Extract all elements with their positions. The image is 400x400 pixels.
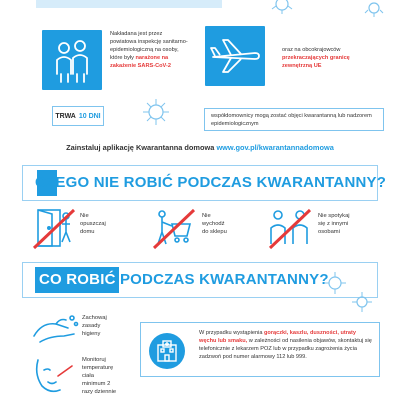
do-title [39,271,329,288]
shopping-cart-crossed-icon [150,206,196,250]
dont-label-shop: Nie wychodź do sklepu [202,213,227,235]
travel-red-text: przekraczających granicę zewnętrzną UE [282,55,350,69]
airplane-icon [205,26,265,86]
infected-red-text: narażone na zakażenie SARS-CoV-2 [110,55,171,69]
cohabitants-text: współdomownicy mogą zostać objęci kwarantanną lub nadzorem epidemiologicznym [211,113,372,127]
symptoms-text [199,329,373,361]
dont-banner [22,165,387,201]
top-strip [36,0,222,8]
duration-label: TRWA [55,112,76,120]
thermometer-face-icon [30,356,80,396]
thermometer-tile [30,356,80,396]
app-install-line [0,143,400,152]
dont-label-home: Nie opuszczaj domu [80,213,106,235]
symptoms-pre: W przypadku wystąpienia [199,330,264,336]
symptoms-red: gorączki, kaszlu, duszności, utraty węchu lub smaku, [199,330,356,344]
door-crossed-icon [30,206,76,250]
people-icon [42,30,102,90]
dont-title: CZEGO NIE ROBIĆ PODCZAS KWARANTANNY? [35,174,387,191]
duration-value: 10 DNI [78,112,101,120]
handwash-icon [30,310,80,350]
meeting-crossed-icon [266,206,312,250]
travel-text: oraz na obcokrajowców [282,47,341,53]
do-label-hygiene: Zachowaj zasady higieny [82,315,107,337]
cohabitants-note [204,108,384,131]
symptoms-post: w zależności od nasilenia objawów, skontaktuj się telefonicznie z lekarzem POZ lub w przypadku zagrożenia życia zadzwoń pod numer alarmowy 112 lub 999. [199,338,372,360]
hospital-icon [149,333,185,369]
virus-icon [140,96,172,128]
dont-label-meet: Nie spotykaj się z innymi osobami [318,213,350,235]
app-install-text: Zainstaluj aplikację Kwarantanna domowa [66,143,215,152]
do-label-temperature: Monitoruj temperaturę ciała minimum 2 razy dziennie [82,357,117,395]
infected-description [110,30,190,70]
virus-icon [350,290,374,314]
app-install-link[interactable]: www.gov.pl/kwarantannadomowa [216,143,334,152]
do-title-rest: PODCZAS KWARANTANNY? [115,271,329,288]
handwash-tile [30,310,80,350]
symptoms-box [140,322,380,377]
virus-icon [362,0,386,20]
duration-badge [52,106,104,126]
virus-icon [322,270,348,296]
infected-text: Nakładana jest przez powiatowa inspekcję sanitarno-epidemiologiczną na osoby, które były [110,31,188,61]
do-title-highlight: CO ROBIĆ [39,271,116,288]
virus-icon [268,0,296,16]
travel-description [282,46,372,70]
